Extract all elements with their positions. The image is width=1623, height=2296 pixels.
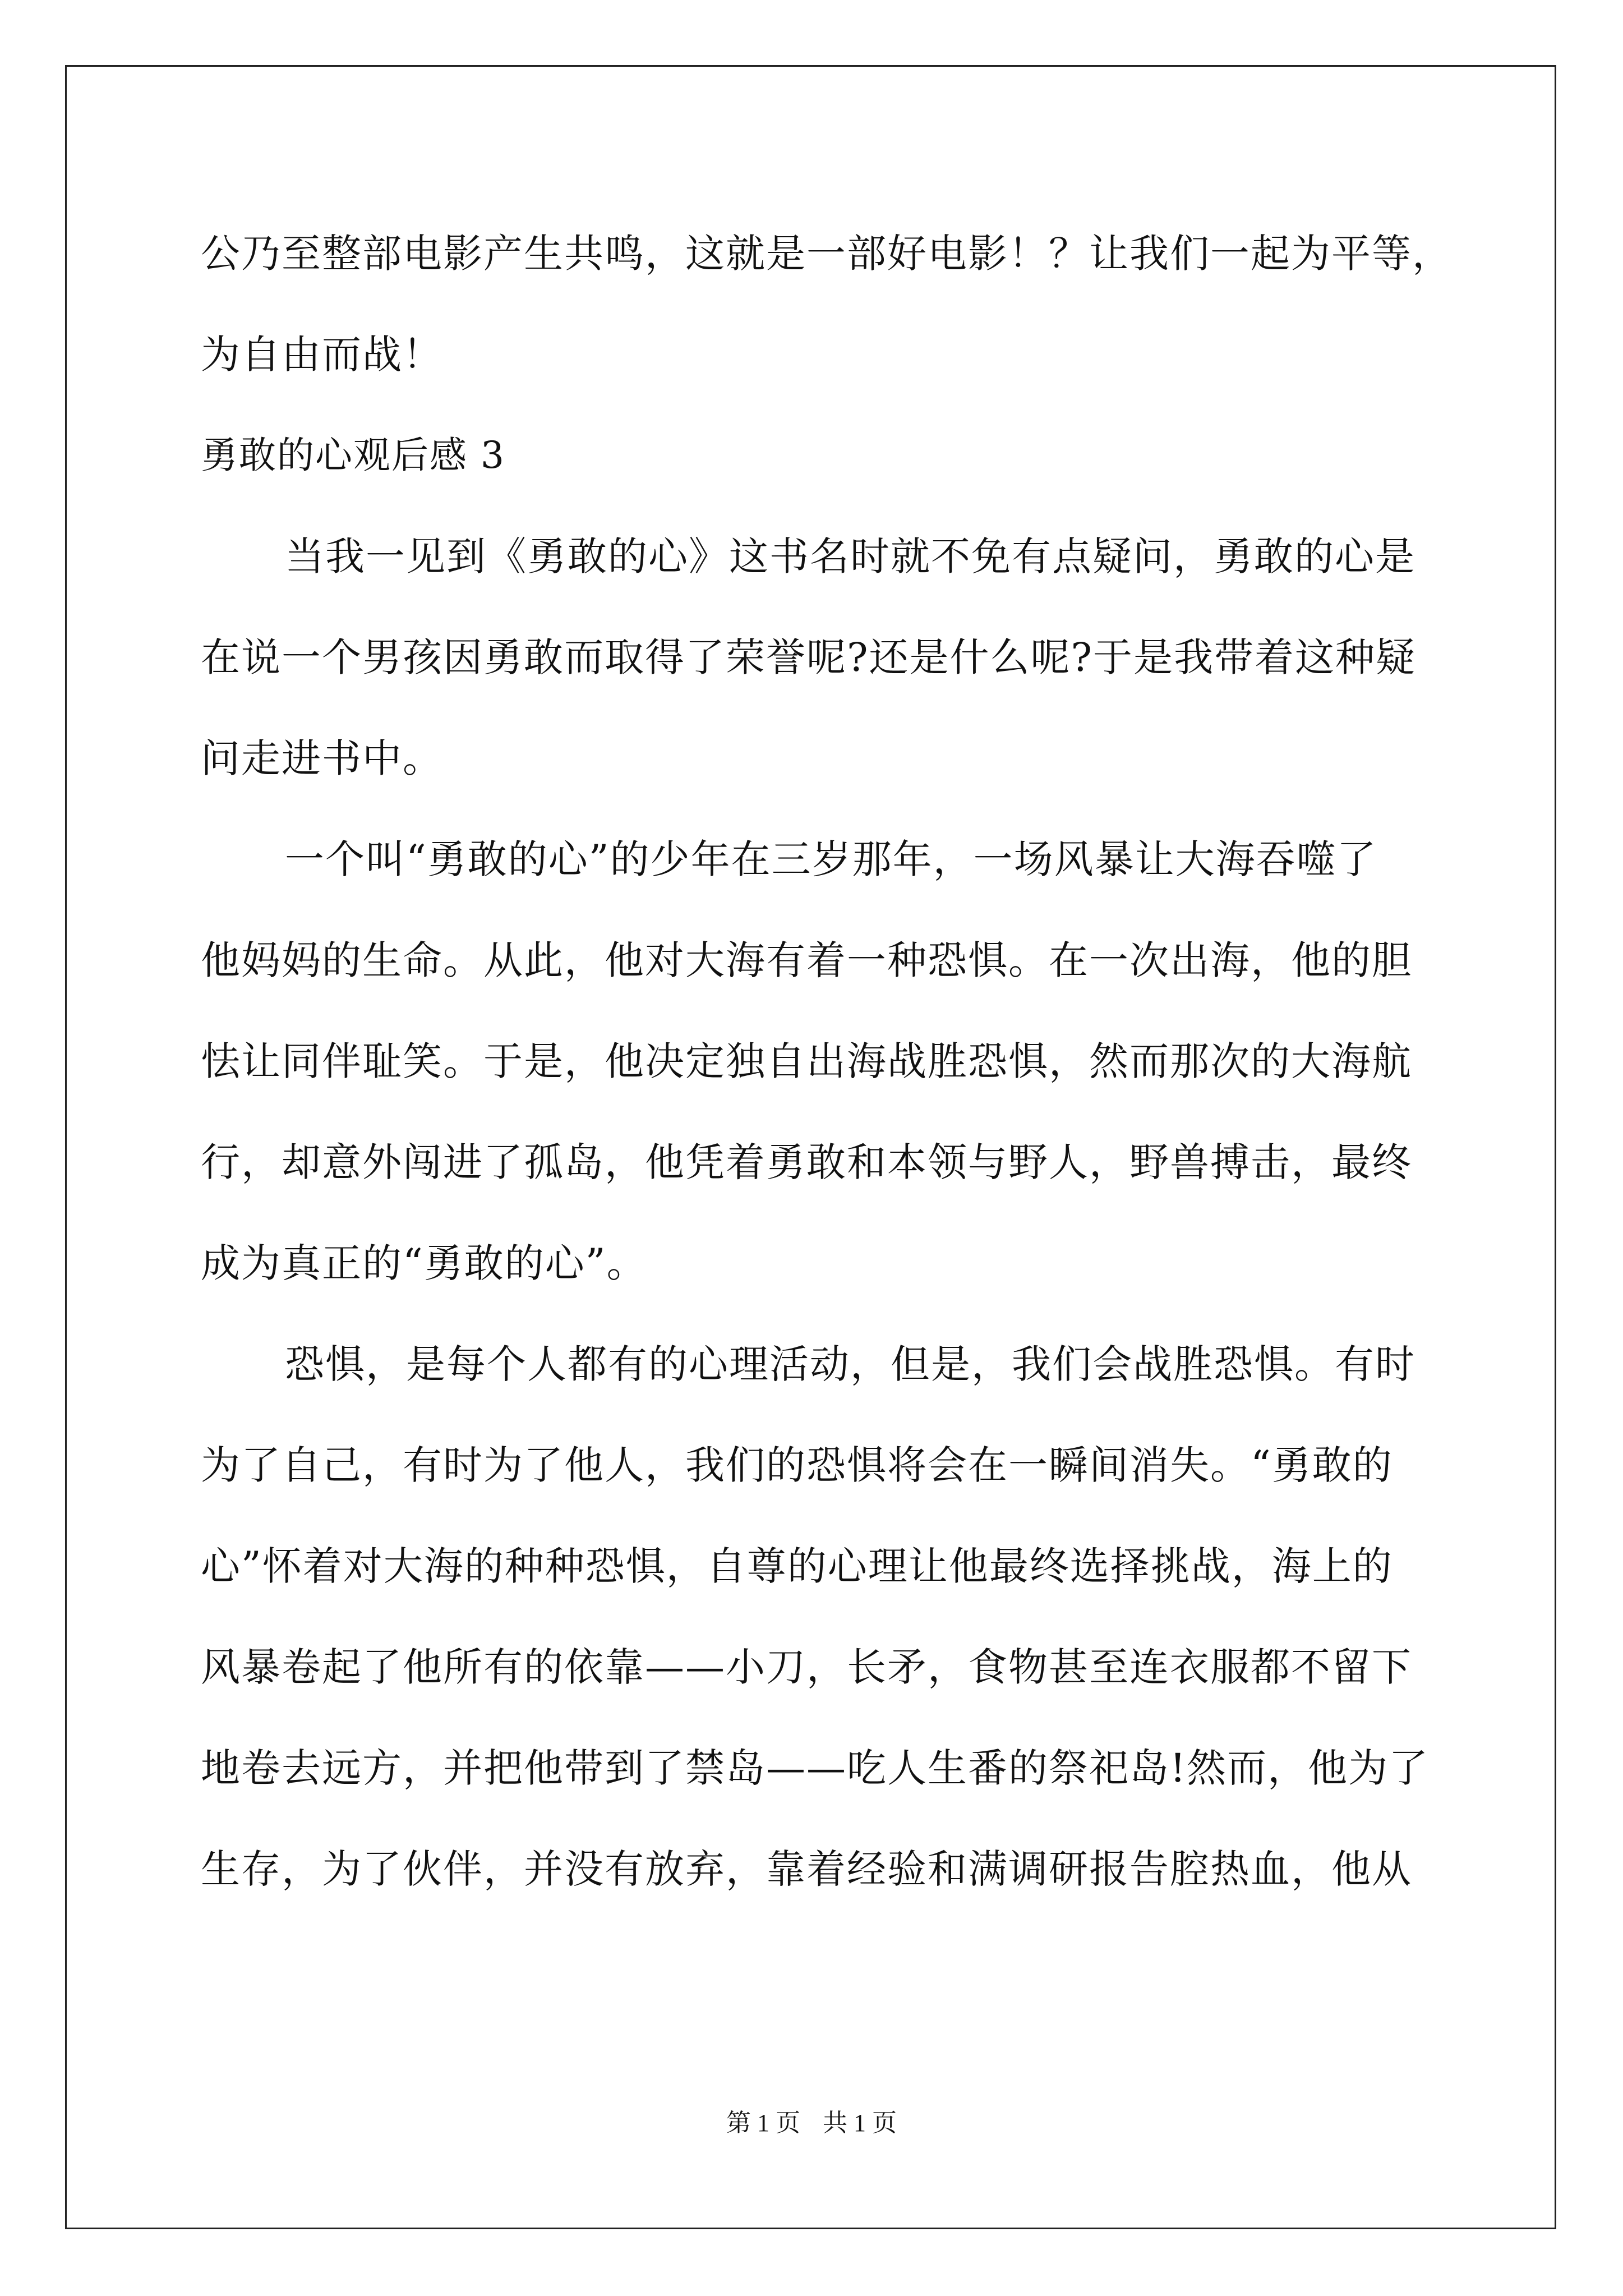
text-line: 在说一个男孩因勇敢而取得了荣誉呢?还是什么呢?于是我带着这种疑 xyxy=(201,634,1417,680)
text-line: 风暴卷起了他所有的依靠——小刀，长矛，食物甚至连衣服都不留下 xyxy=(201,1644,1412,1690)
paragraph xyxy=(201,506,1435,809)
text-line: 为了自己，有时为了他人，我们的恐惧将会在一瞬间消失。“勇敢的 xyxy=(201,1442,1393,1488)
text-line: 当我一见到《勇敢的心》这书名时就不免有点疑问，勇敢的心是 xyxy=(285,533,1415,579)
text-line: 地卷去远方，并把他带到了禁岛——吃人生番的祭祀岛!然而，他为了 xyxy=(201,1745,1430,1791)
text-line: 生存，为了伙伴，并没有放弃，靠着经验和满调研报告腔热血，他从 xyxy=(201,1846,1412,1892)
text-line: 成为真正的“勇敢的心”。 xyxy=(201,1240,647,1286)
page-number: 第 1 页 xyxy=(726,2109,800,2137)
text-line: 问走进书中。 xyxy=(201,735,443,781)
document-body xyxy=(201,203,1453,1920)
text-line: 心”怀着对大海的种种恐惧，自尊的心理让他最终选择挑战，海上的 xyxy=(201,1543,1393,1589)
page-total: 共 1 页 xyxy=(823,2109,897,2137)
text-line: 恐惧，是每个人都有的心理活动，但是，我们会战胜恐惧。有时 xyxy=(285,1341,1415,1387)
text-line: 公乃至整部电影产生共鸣，这就是一部好电影！？让我们一起为平等， xyxy=(201,231,1453,277)
text-line: 为自由而战！ xyxy=(201,332,443,378)
text-line: 行，却意外闯进了孤岛，他凭着勇敢和本领与野人，野兽搏击，最终 xyxy=(201,1139,1412,1185)
text-line: 他妈妈的生命。从此，他对大海有着一种恐惧。在一次出海，他的胆 xyxy=(201,937,1412,983)
page-footer xyxy=(0,2106,1623,2140)
text-line: 一个叫“勇敢的心”的少年在三岁那年，一场风暴让大海吞噬了 xyxy=(285,836,1377,882)
text-line: 怯让同伴耻笑。于是，他决定独自出海战胜恐惧，然而那次的大海航 xyxy=(201,1038,1412,1084)
paragraph xyxy=(201,1314,1435,1920)
paragraph xyxy=(201,809,1435,1314)
section-title: 勇敢的心观后感 3 xyxy=(201,434,505,477)
